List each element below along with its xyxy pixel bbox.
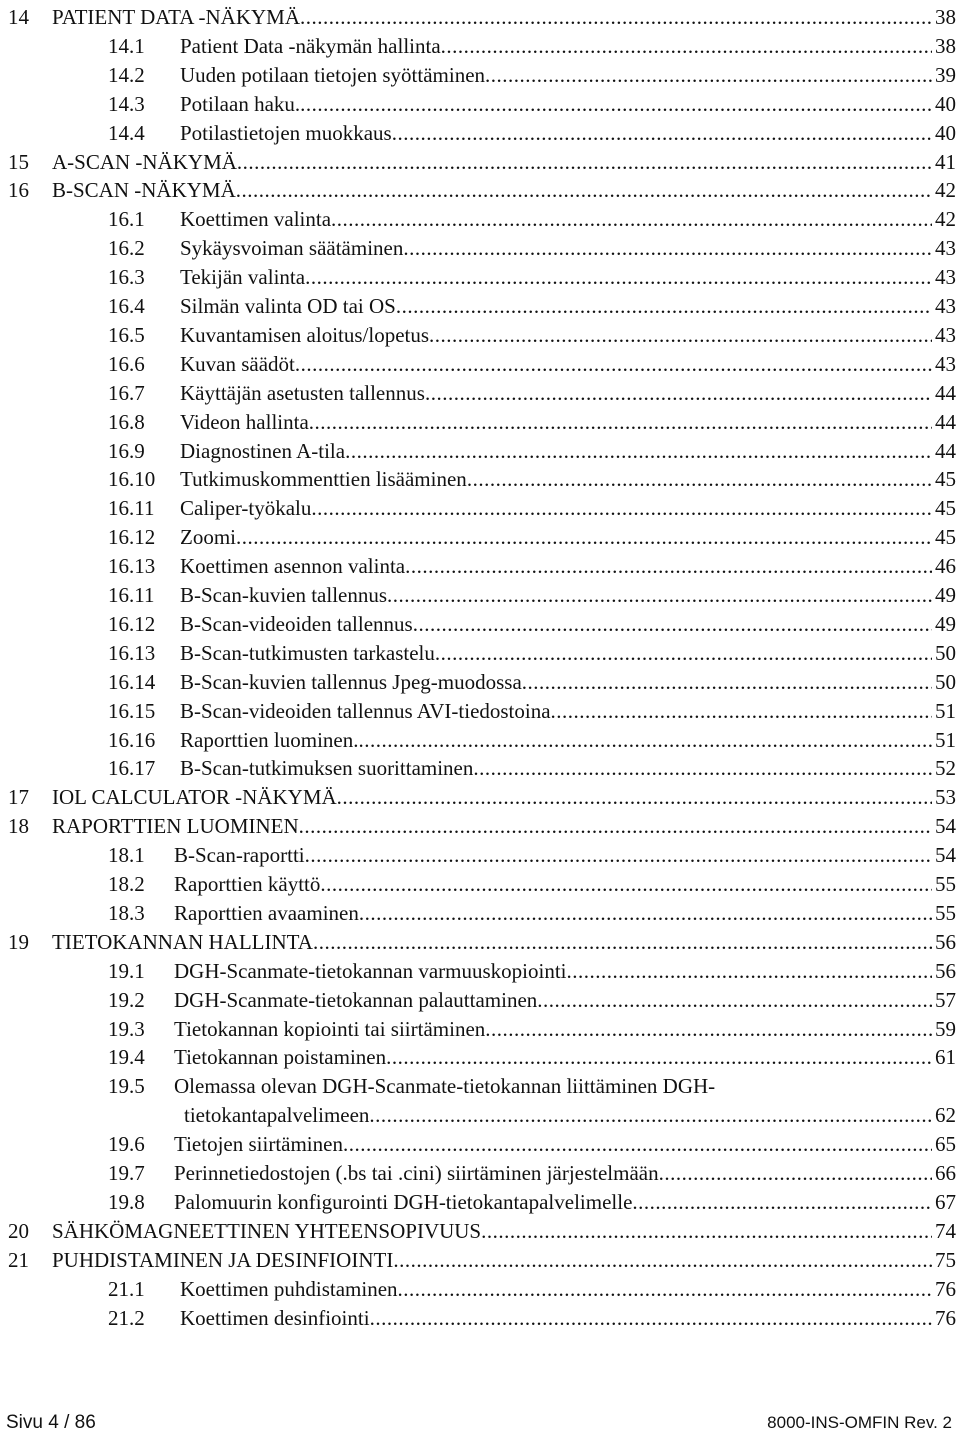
toc-dot-leader: [537, 986, 932, 1015]
toc-entry-title: Kuvantamisen aloitus/lopetus: [180, 322, 430, 347]
toc-entry-title: B-Scan-tutkimusten tarkastelu: [180, 640, 435, 665]
toc-entry-page: 43: [935, 265, 956, 290]
toc-entry-title: Silmän valinta OD tai OS: [180, 294, 396, 318]
toc-dot-leader: [441, 32, 932, 61]
toc-entry-page: 76: [935, 1305, 956, 1330]
toc-entry-number: 18.2: [108, 872, 145, 896]
toc-entry-page: 49: [935, 611, 956, 636]
toc-entry[interactable]: [8, 726, 956, 755]
toc-entry-title: A-SCAN -NÄKYMÄ: [52, 149, 237, 174]
toc-dot-leader: [305, 841, 932, 870]
toc-entry-page: 43: [935, 322, 956, 347]
toc-entry-number: 18.1: [108, 843, 145, 868]
toc-entry[interactable]: [8, 928, 956, 957]
toc-dot-leader: [236, 176, 932, 205]
toc-entry[interactable]: [8, 899, 956, 928]
toc-entry[interactable]: [8, 1101, 956, 1130]
toc-entry-number: 21.1: [108, 1276, 145, 1301]
toc-entry-page: 45: [935, 525, 956, 550]
toc-entry[interactable]: [8, 263, 956, 292]
toc-entry-number: 21: [8, 1247, 29, 1272]
toc-entry-page: 49: [935, 583, 956, 607]
toc-dot-leader: [305, 263, 932, 292]
toc-entry[interactable]: [8, 90, 956, 119]
toc-entry-page: 51: [935, 727, 956, 752]
toc-entry-number: 15: [8, 149, 29, 174]
toc-entry-page: 42: [935, 178, 956, 203]
toc-dot-leader: [485, 1015, 932, 1044]
document-code: 8000-INS-OMFIN Rev. 2: [767, 1413, 952, 1432]
toc-entry-page: 44: [935, 409, 956, 434]
toc-dot-leader: [393, 1246, 932, 1275]
toc-entry[interactable]: [8, 1015, 956, 1044]
toc-entry-page: 67: [935, 1189, 956, 1214]
toc-entry[interactable]: [8, 581, 956, 610]
toc-entry-title: DGH-Scanmate-tietokannan palauttaminen: [174, 987, 538, 1012]
toc-entry[interactable]: [8, 610, 956, 639]
toc-entry[interactable]: [8, 783, 956, 812]
toc-entry-title: Raporttien avaaminen: [174, 900, 359, 925]
toc-entry-page: 62: [935, 1103, 956, 1128]
toc-entry-number: 16.7: [108, 380, 145, 405]
toc-entry-number: 16.12: [108, 611, 156, 636]
toc-dot-leader: [567, 957, 933, 986]
toc-entry-number: 14.1: [108, 33, 145, 58]
toc-entry-page: 54: [935, 814, 956, 839]
toc-entry-page: 59: [935, 1016, 956, 1041]
toc-dot-leader: [392, 119, 932, 148]
toc-entry-page: 50: [935, 669, 956, 694]
toc-entry-page: 61: [935, 1045, 956, 1070]
toc-dot-leader: [343, 1130, 932, 1159]
toc-entry[interactable]: [8, 1304, 956, 1333]
toc-entry-number: 16.16: [108, 727, 156, 752]
toc-entry-title: Käyttäjän asetusten tallennus: [180, 380, 425, 405]
toc-entry[interactable]: [8, 1188, 956, 1217]
toc-entry-page: 43: [935, 294, 956, 318]
toc-entry-page: 38: [935, 5, 956, 29]
toc-entry-page: 52: [935, 756, 956, 781]
toc-entry[interactable]: [8, 32, 956, 61]
toc-entry[interactable]: [8, 841, 956, 870]
toc-dot-leader: [345, 437, 932, 466]
toc-entry-title: Caliper-työkalu: [180, 496, 312, 521]
toc-entry[interactable]: [8, 494, 956, 523]
toc-entry[interactable]: [8, 986, 956, 1015]
toc-dot-leader: [300, 90, 932, 119]
toc-dot-leader: [403, 234, 932, 263]
toc-dot-leader: [551, 697, 932, 726]
toc-entry-page: 46: [935, 554, 956, 579]
toc-entry-number: 16.6: [108, 351, 145, 376]
toc-entry-number: 16.15: [108, 698, 156, 723]
toc-entry-page: 50: [935, 640, 956, 665]
toc-entry-title: Potilastietojen muokkaus: [180, 120, 392, 145]
toc-entry[interactable]: [8, 1130, 956, 1159]
toc-entry-page: 44: [935, 380, 956, 405]
toc-entry-title: B-Scan-raportti: [174, 843, 305, 868]
toc-entry-page: 74: [935, 1218, 956, 1243]
toc-dot-leader: [359, 899, 932, 928]
toc-entry-number: 16.9: [108, 438, 145, 463]
toc-dot-leader: [405, 552, 932, 581]
toc-entry-number: 19.2: [108, 987, 145, 1012]
toc-entry-title: Sykäysvoiman säätäminen: [180, 236, 404, 261]
toc-dot-leader: [313, 928, 932, 957]
toc-entry-title: RAPORTTIEN LUOMINEN: [52, 814, 299, 839]
toc-entry[interactable]: [8, 754, 956, 783]
toc-dot-leader: [425, 379, 932, 408]
toc-entry[interactable]: [8, 119, 956, 148]
toc-entry[interactable]: [8, 1043, 956, 1072]
toc-dot-leader: [387, 581, 932, 610]
toc-dot-leader: [236, 523, 932, 552]
toc-dot-leader: [396, 292, 932, 321]
toc-entry[interactable]: [8, 176, 956, 205]
toc-entry-number: 19.8: [108, 1189, 145, 1214]
toc-entry-title: B-Scan-videoiden tallennus AVI-tiedostoina: [180, 698, 551, 723]
toc-entry-title: Olemassa olevan DGH-Scanmate-tietokannan liittäminen DGH-: [174, 1074, 716, 1099]
toc-entry[interactable]: [8, 465, 956, 494]
toc-entry-number: 19.3: [108, 1016, 145, 1041]
toc-entry[interactable]: [8, 1275, 956, 1304]
page-number: Sivu 4 / 86: [6, 1412, 96, 1433]
toc-entry-number: 16.1: [108, 207, 145, 232]
toc-entry-number: 16.11: [108, 496, 155, 521]
toc-dot-leader: [320, 870, 932, 899]
toc-dot-leader: [481, 1217, 932, 1246]
toc-entry-number: 18.3: [108, 900, 145, 925]
toc-entry[interactable]: [8, 205, 956, 234]
toc-dot-leader: [715, 1072, 956, 1101]
toc-entry[interactable]: [8, 3, 956, 32]
toc-entry-number: 14.3: [108, 91, 145, 116]
toc-entry-title: DGH-Scanmate-tietokannan varmuuskopiointi: [174, 958, 567, 983]
toc-entry-number: 14.2: [108, 62, 145, 87]
toc-dot-leader: [485, 61, 932, 90]
toc-entry-page: 56: [935, 958, 956, 983]
toc-entry-number: 16.12: [108, 525, 156, 550]
toc-dot-leader: [386, 1043, 932, 1072]
toc-entry-page: 44: [935, 438, 956, 463]
toc-entry-page: 65: [935, 1132, 956, 1157]
toc-entry[interactable]: [8, 812, 956, 841]
toc-entry-number: 16.17: [108, 756, 156, 781]
toc-entry-title: Koettimen puhdistaminen: [180, 1276, 398, 1301]
toc-entry-title: Zoomi: [180, 525, 236, 550]
toc-entry-title: B-SCAN -NÄKYMÄ: [52, 178, 236, 203]
toc-entry-number: 16.4: [108, 294, 145, 318]
toc-dot-leader: [358, 726, 932, 755]
toc-entry[interactable]: [8, 292, 956, 321]
toc-entry-title: Uuden potilaan tietojen syöttäminen: [180, 62, 486, 87]
toc-dot-leader: [435, 639, 932, 668]
toc-dot-leader: [300, 3, 932, 32]
toc-entry-page: 66: [935, 1161, 956, 1185]
toc-entry-page: 54: [935, 843, 956, 868]
toc-entry-title: Potilaan haku.: [180, 91, 301, 116]
toc-dot-leader: [337, 783, 932, 812]
toc-entry[interactable]: [8, 870, 956, 899]
toc-dot-leader: [311, 494, 932, 523]
toc-entry-number: 19.6: [108, 1132, 145, 1157]
toc-entry-title: PUHDISTAMINEN JA DESINFIOINTI: [52, 1247, 394, 1272]
toc-entry-number: 16.8: [108, 409, 145, 434]
toc-entry[interactable]: [8, 61, 956, 90]
toc-entry-title: B-Scan-tutkimuksen suorittaminen: [180, 756, 474, 781]
toc-entry-number: 19.5: [108, 1074, 145, 1099]
toc-entry[interactable]: [8, 523, 956, 552]
toc-dot-leader: [237, 148, 932, 177]
toc-entry-number: 16: [8, 178, 29, 203]
toc-dot-leader: [467, 465, 932, 494]
toc-dot-leader: [473, 754, 932, 783]
toc-entry-page: 38: [935, 33, 956, 58]
toc-dot-leader: [299, 812, 932, 841]
toc-entry-title: Tutkimuskommenttien lisääminen: [180, 467, 467, 492]
toc-entry-page: 56: [935, 929, 956, 954]
toc-entry-number: 16.2: [108, 236, 145, 261]
toc-entry-title: Patient Data -näkymän hallinta: [180, 33, 441, 58]
toc-entry-title: IOL CALCULATOR -NÄKYMÄ: [52, 785, 337, 810]
toc-entry-title: B-Scan-kuvien tallennus: [180, 583, 388, 607]
toc-entry[interactable]: [8, 1159, 956, 1188]
toc-entry-page: 42: [935, 207, 956, 232]
toc-entry-title: Koettimen valinta: [180, 207, 332, 232]
toc-entry[interactable]: [8, 957, 956, 986]
toc-entry-page: 45: [935, 496, 956, 521]
toc-entry-page: 40: [935, 120, 956, 145]
toc-dot-leader: [522, 668, 932, 697]
toc-entry-title: PATIENT DATA -NÄKYMÄ: [52, 5, 301, 29]
toc-entry-page: 43: [935, 236, 956, 261]
toc-entry-number: 16.10: [108, 467, 156, 492]
toc-entry-page: 45: [935, 467, 956, 492]
toc-dot-leader: [331, 205, 932, 234]
toc-entry-number: 19.4: [108, 1045, 145, 1070]
toc-entry[interactable]: [8, 321, 956, 350]
toc-entry-title: Koettimen asennon valinta: [180, 554, 406, 579]
toc-entry-number: 17: [8, 785, 29, 810]
toc-entry-title: Diagnostinen A-tila: [180, 438, 346, 463]
toc-dot-leader: [632, 1188, 932, 1217]
toc-entry-page: 41: [935, 149, 956, 174]
toc-entry-number: 14: [8, 5, 29, 29]
toc-entry-number: 19.1: [108, 958, 145, 983]
toc-entry[interactable]: [8, 350, 956, 379]
toc-entry-title: B-Scan-kuvien tallennus Jpeg-muodossa: [180, 669, 522, 694]
toc-entry-page: 75: [935, 1247, 956, 1272]
toc-entry-page: 43: [935, 351, 956, 376]
toc-dot-leader: [659, 1159, 932, 1188]
toc-entry[interactable]: [8, 379, 956, 408]
toc-entry-page: 39: [935, 62, 956, 87]
toc-entry[interactable]: [8, 234, 956, 263]
toc-dot-leader: [398, 1275, 932, 1304]
toc-dot-leader: [309, 408, 932, 437]
toc-entry-number: 16.5: [108, 322, 145, 347]
toc-entry-page: 57: [935, 987, 956, 1012]
toc-entry[interactable]: [8, 552, 956, 581]
toc-entry-title: tietokantapalvelimeen: [184, 1103, 370, 1128]
toc-entry-title: SÄHKÖMAGNEETTINEN YHTEENSOPIVUUS: [52, 1218, 482, 1243]
toc-entry-title: Videon hallinta: [180, 409, 309, 434]
toc-entry-page: 55: [935, 900, 956, 925]
toc-entry-page: 53: [935, 785, 956, 810]
toc-entry-page: 51: [935, 698, 956, 723]
toc-entry-page: 76: [935, 1276, 956, 1301]
toc-entry[interactable]: [8, 1246, 956, 1275]
toc-entry-page: 40: [935, 91, 956, 116]
toc-entry[interactable]: [8, 639, 956, 668]
toc-entry-number: 16.13: [108, 554, 156, 579]
toc-entry-number: 14.4: [108, 120, 145, 145]
toc-entry[interactable]: [8, 437, 956, 466]
toc-entry-title: Tietojen siirtäminen: [174, 1132, 343, 1157]
toc-dot-leader: [429, 321, 932, 350]
toc-entry-number: 16.13: [108, 640, 156, 665]
toc-entry-number: 19: [8, 929, 29, 954]
toc-entry-title: Koettimen desinfiointi: [180, 1305, 370, 1330]
toc-entry-number: 16.3: [108, 265, 145, 290]
toc-dot-leader: [413, 610, 932, 639]
toc-dot-leader: [370, 1304, 932, 1333]
toc-entry-number: 19.7: [108, 1161, 145, 1185]
toc-entry[interactable]: [8, 408, 956, 437]
toc-entry-number: 16.11: [108, 583, 155, 607]
toc-entry[interactable]: [8, 697, 956, 726]
toc-entry[interactable]: [8, 668, 956, 697]
toc-entry-number: 16.14: [108, 669, 156, 694]
toc-entry[interactable]: [8, 148, 956, 177]
toc-entry-title: Perinnetiedostojen (.bs tai .cini) siirtäminen järjestelmään: [174, 1161, 659, 1185]
toc-entry-title: Tietokannan poistaminen: [174, 1045, 387, 1070]
toc-entry-number: 18: [8, 814, 29, 839]
toc-dot-leader: [295, 350, 932, 379]
toc-dot-leader: [369, 1101, 932, 1130]
toc-entry-number: 20: [8, 1218, 29, 1243]
toc-entry[interactable]: [8, 1072, 956, 1101]
toc-entry-title: Raporttien luominen.: [180, 727, 359, 752]
toc-entry-number: 21.2: [108, 1305, 145, 1330]
toc-entry-title: Palomuurin konfigurointi DGH-tietokantapalvelimelle: [174, 1189, 633, 1214]
toc-entry-title: Tekijän valinta: [180, 265, 306, 290]
toc-entry-title: TIETOKANNAN HALLINTA: [52, 929, 313, 954]
toc-entry[interactable]: [8, 1217, 956, 1246]
toc-entry-title: B-Scan-videoiden tallennus: [180, 611, 413, 636]
toc-entry-title: Tietokannan kopiointi tai siirtäminen: [174, 1016, 486, 1041]
toc-entry-title: Raporttien käyttö: [174, 872, 321, 896]
toc-entry-page: 55: [935, 872, 956, 896]
toc-entry-title: Kuvan säädöt: [180, 351, 295, 376]
